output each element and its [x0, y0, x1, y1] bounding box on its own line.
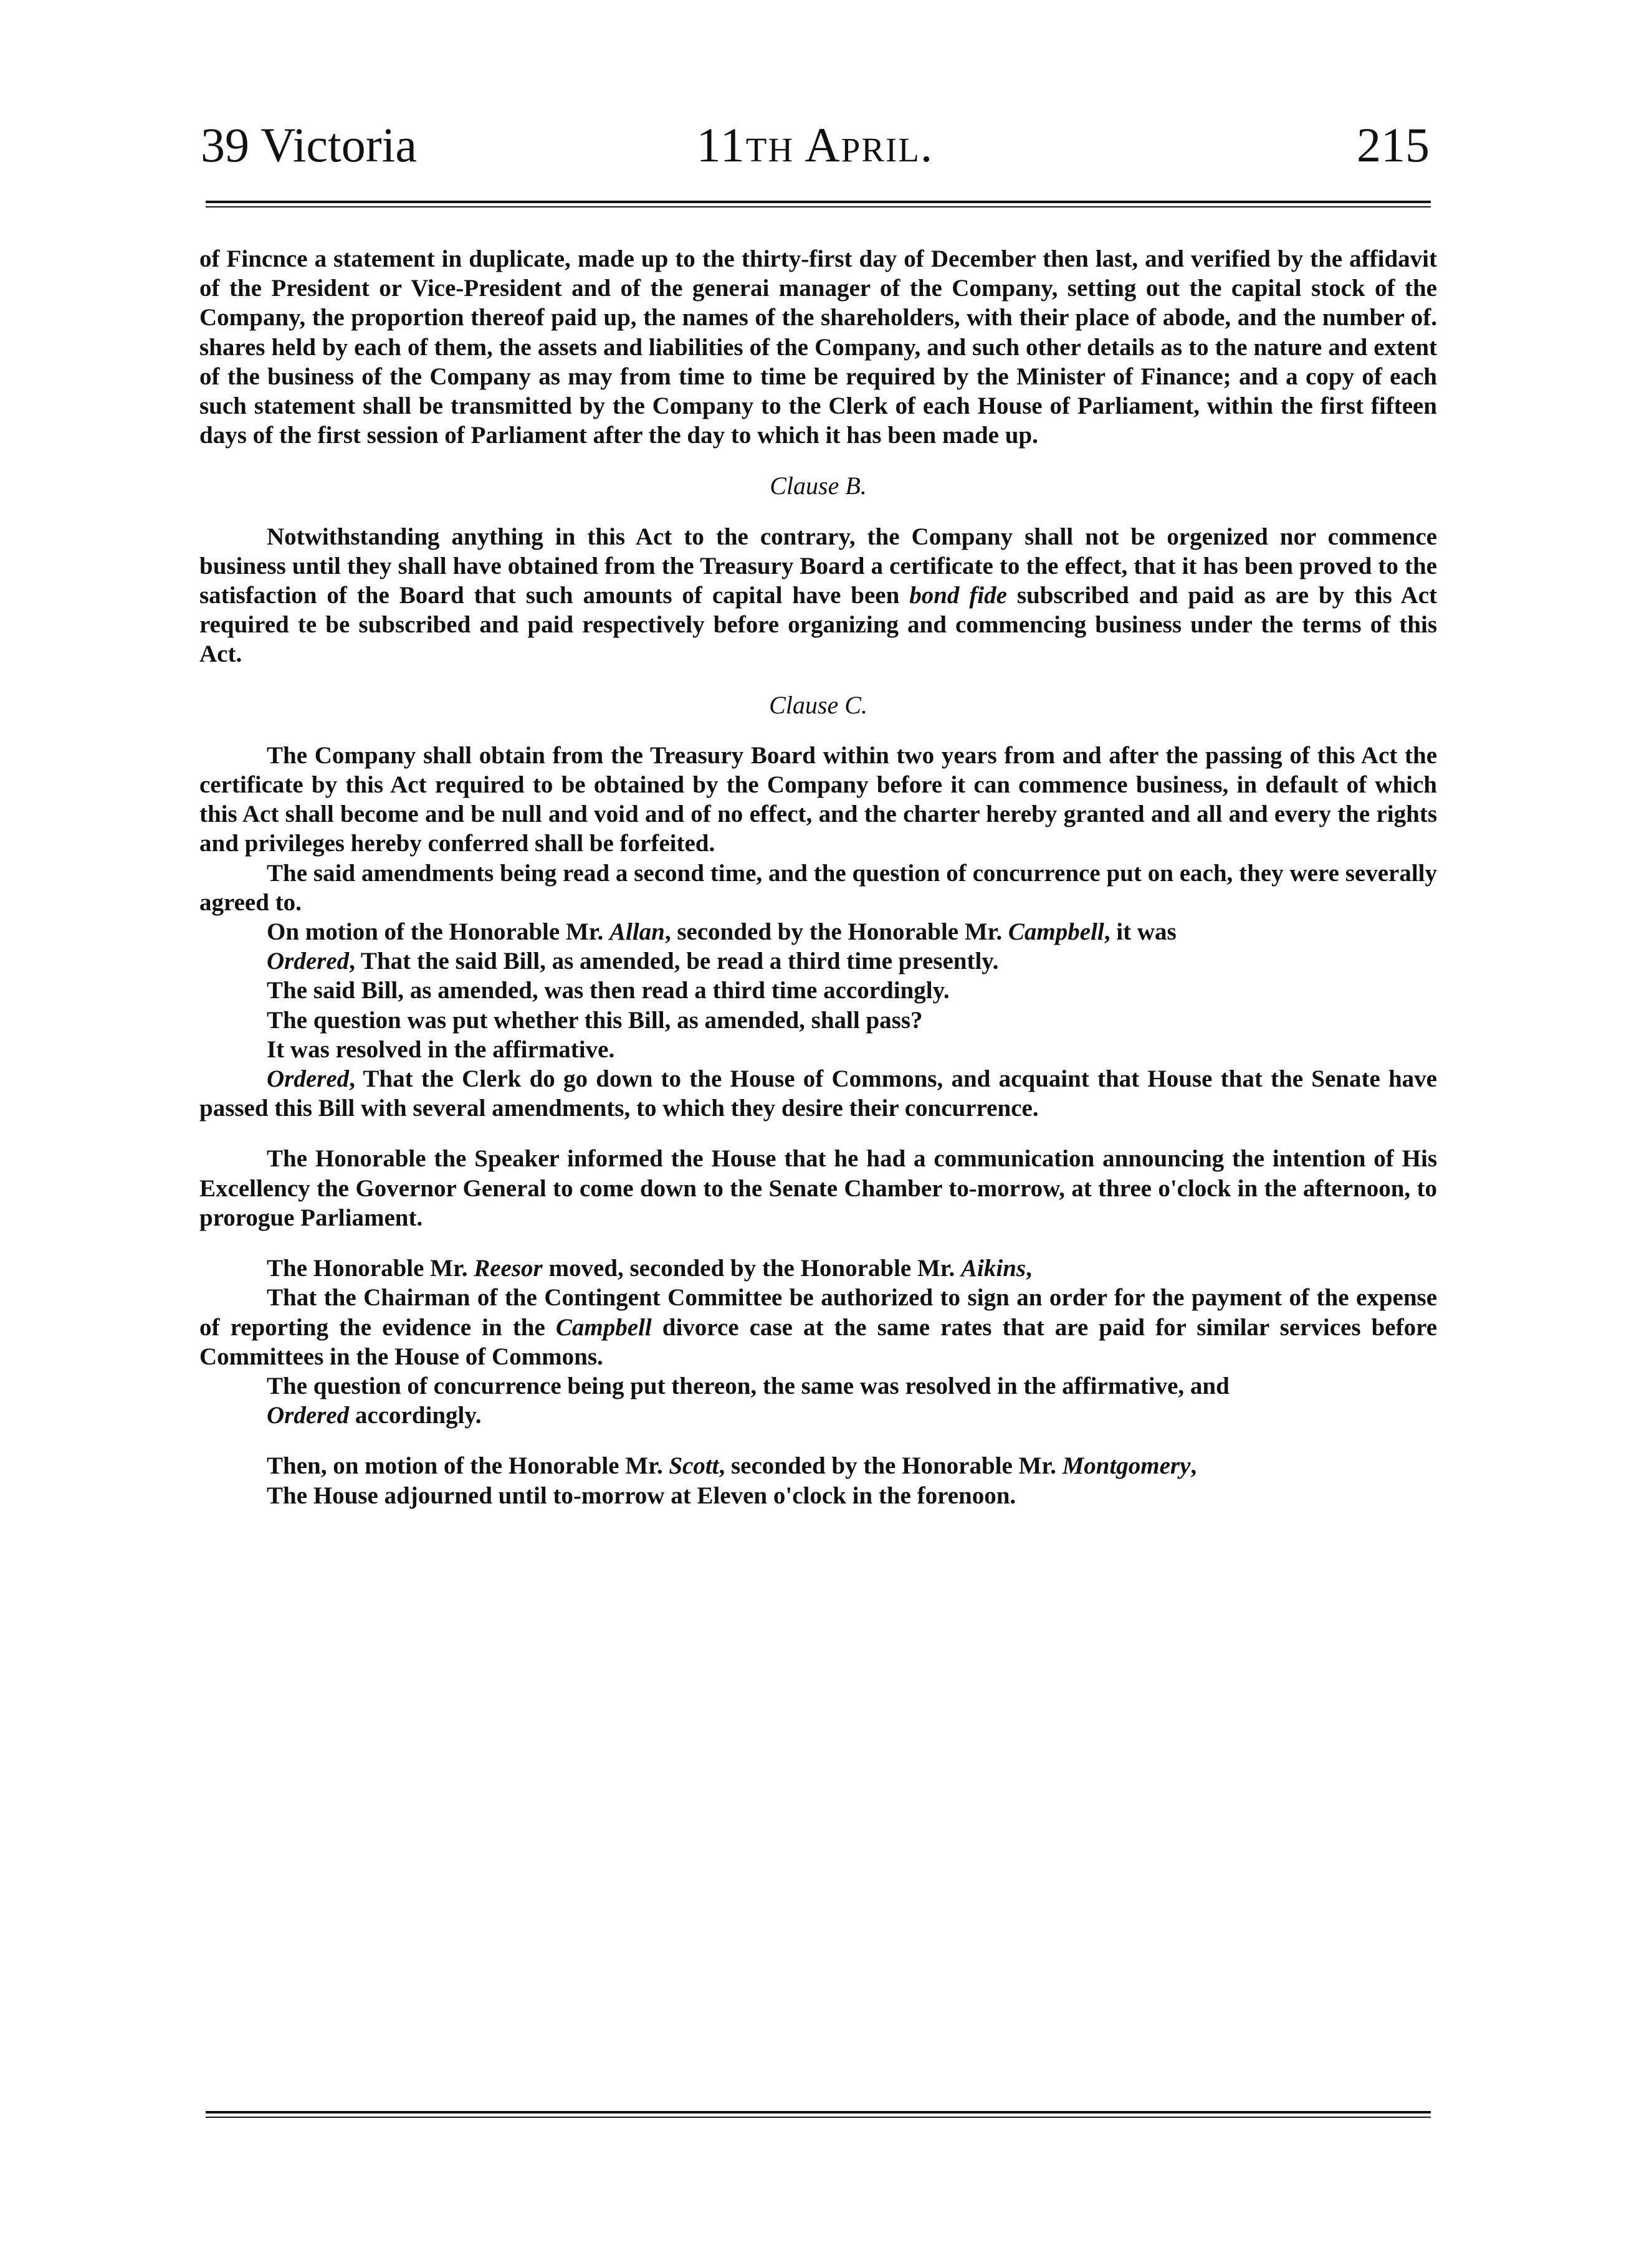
clause-c-heading: Clause C. [769, 690, 867, 719]
name-reesor: Reesor [474, 1255, 543, 1282]
clause-b-text-2: subscribed and paid as are by this Act required te be subscribed and paid respectively before organizing and commencing business under the terms of this Act. [199, 582, 1437, 668]
paragraph-ordered-clerk [199, 1064, 1437, 1123]
ordered-word: Ordered [267, 1402, 350, 1429]
name-scott: Scott [669, 1452, 719, 1480]
motion-text-3: , it was [1104, 918, 1177, 946]
ordered-third-text: , That the said Bill, as amended, be read a third time presently. [349, 948, 999, 975]
paragraph-resolved: It was resolved in the affirmative. [267, 1036, 615, 1063]
motion-text-1: On motion of the Honorable Mr. [267, 918, 609, 946]
name-campbell-divorce: Campbell [555, 1313, 652, 1341]
paragraph-clause-b [199, 522, 1437, 669]
name-campbell: Campbell [1008, 918, 1104, 946]
footer-rule [206, 2111, 1431, 2118]
reesor-text-1: The Honorable Mr. [267, 1255, 474, 1282]
then-text-2: , seconded by the Honorable Mr. [719, 1452, 1063, 1480]
reesor-text-2: moved, seconded by the Honorable Mr. [542, 1255, 962, 1282]
name-montgomery: Montgomery [1062, 1452, 1191, 1480]
name-aikins: Aikins [961, 1255, 1026, 1282]
paragraph-question-pass: The question was put whether this Bill, as amended, shall pass? [267, 1006, 923, 1034]
header-date: 11th April. [696, 118, 934, 172]
clause-b-latin: bond fide [909, 582, 1007, 609]
paragraph-clause-c: The Company shall obtain from the Treasury Board within two years from and after the passing of this Act the certificate by this Act required to be obtained by the Company before it can commence business, in default of which this Act shall become and be null and void and of no effect, and the charter hereby granted and all and every the rights and privileges hereby conferred shall be forfeited. [199, 741, 1437, 857]
paragraph-third-read: The said Bill, as amended, was then read a third time accordingly. [267, 977, 950, 1004]
paragraph-speaker-communication: The Honorable the Speaker informed the House that he had a communication announcing the intention of His Excellency the Governor General to come down to the Senate Chamber to-morrow, at three o'clock in the afternoon, to prorogue Parliament. [199, 1145, 1437, 1231]
paragraph-ordered-third-reading [199, 946, 1437, 976]
reesor-text-3: , [1026, 1255, 1032, 1282]
ordered-word: Ordered [267, 1065, 350, 1093]
paragraph-reesor-motion [199, 1254, 1437, 1283]
page-header [201, 111, 1430, 179]
paragraph-ordered-accordingly [199, 1401, 1437, 1430]
paragraph-adjourned: The House adjourned until to-morrow at Eleven o'clock in the forenoon. [267, 1482, 1016, 1509]
then-text-1: Then, on motion of the Honorable Mr. [267, 1452, 669, 1480]
journal-body [199, 244, 1437, 1510]
clause-b-text-1: Notwithstanding anything in this Act to the contrary, the Company shall not be orgenized nor commence business until they shall have obtained from the Treasury Board a certificate to the effect, that it has been proved to the satisfaction of the Board that such amounts of capital have been [199, 523, 1437, 609]
page-number: 215 [1357, 118, 1430, 172]
ordered-word: Ordered [267, 948, 350, 975]
ordered-acc-text: accordingly. [349, 1402, 482, 1429]
clause-b-heading: Clause B. [770, 472, 867, 500]
name-allan: Allan [609, 918, 665, 946]
chairman-text-2: divorce case at the same rates that are paid for similar services before Committees in the House of Commons. [199, 1313, 1438, 1370]
header-rule [206, 201, 1431, 207]
paragraph-scott-motion [199, 1451, 1437, 1480]
paragraph-finance-statement: of Fincnce a statement in duplicate, made up to the thirty-first day of December then last, and verified by the affidavit of the President or Vice-President and of the generai manager of the Company, setting out the capital stock of the Company, the proportion thereof paid up, the names of the shareholders, with their place of abode, and the number of. shares held by each of them, the assets and liabilities of the Company, and such other details as to the nature and extent of the business of the Company as may from time to time be required by the Minister of Finance; and a copy of each such statement shall be transmitted by the Company to the Clerk of each House of Parliament, within the first fifteen days of the first session of Parliament after the day to which it has been made up. [199, 245, 1437, 449]
paragraph-chairman-order [199, 1283, 1437, 1371]
paragraph-amendments-read: The said amendments being read a second time, and the question of concurrence put on each, they were severally agreed to. [199, 859, 1437, 916]
then-text-3: , [1190, 1452, 1197, 1480]
chairman-text-1: That the Chairman of the Contingent Committee be authorized to sign an order for the payment of the expense of reporting the evidence in the [199, 1284, 1437, 1341]
paragraph-concurrence: The question of concurrence being put thereon, the same was resolved in the affirmative, and [267, 1372, 1230, 1399]
motion-text-2: , seconded by the Honorable Mr. [664, 918, 1008, 946]
paragraph-motion-allan [199, 917, 1437, 946]
ordered-clerk-text: , That the Clerk do go down to the House of Commons, and acquaint that House that the Senate have passed this Bill with several amendments, to which they desire their concurrence. [199, 1065, 1437, 1122]
header-session: 39 Victoria [201, 118, 417, 172]
